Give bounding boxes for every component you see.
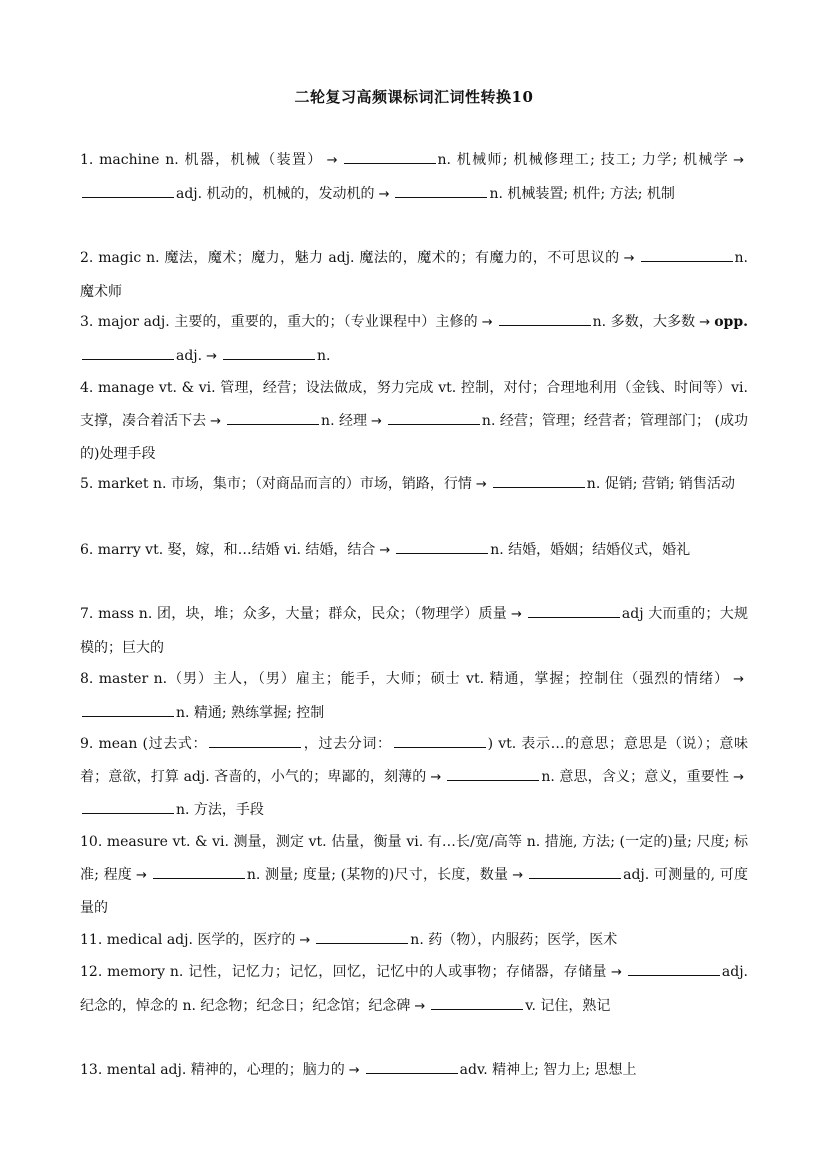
entry-text: 5. market n. 市场，集市；（对商品而言的）市场，销路，行情: [80, 476, 472, 492]
entry-text: 2. magic n. 魔法，魔术；魔力，魅力 adj. 魔法的，魔术的；有魔力的，不可思议的: [80, 250, 620, 266]
arrow-icon: →: [699, 315, 711, 330]
answer-blank[interactable]: [223, 345, 315, 360]
entry-text: n. 方法，手段: [176, 802, 264, 818]
entry-text: ，过去分词：: [303, 736, 392, 752]
arrow-icon: →: [136, 867, 147, 883]
vocab-entry: [80, 956, 748, 1023]
answer-blank[interactable]: [82, 702, 174, 717]
answer-blank[interactable]: [366, 1059, 458, 1074]
answer-blank[interactable]: [396, 539, 488, 554]
arrow-icon: →: [326, 153, 338, 168]
entry-text: 1. machine n. 机器，机械（装置）: [80, 152, 323, 168]
entry-text: n. 机械师; 机械修理工; 技工; 力学; 机械学: [437, 152, 730, 168]
answer-blank[interactable]: [344, 149, 436, 164]
entry-text: 3. major adj. 主要的，重要的，重大的；（专业课程中）主修的: [80, 314, 478, 330]
entry-text: n. 精通; 熟练掌握; 控制: [176, 704, 325, 721]
entry-text: n. 机械装置; 机件; 方法; 机制: [489, 185, 675, 202]
entry-text: 8. master n.（男）主人，（男）雇主；能手，大师；硕士 vt. 精通，掌握；控制住（强烈的情绪）: [80, 671, 730, 687]
answer-blank[interactable]: [316, 929, 408, 944]
answer-blank[interactable]: [493, 473, 585, 488]
entry-text: adv. 精神上; 智力上; 思想上: [459, 1062, 637, 1078]
vocab-entry: [80, 598, 748, 664]
answer-blank[interactable]: [628, 961, 720, 976]
entry-text: 12. memory n. 记性，记忆力；记忆，回忆，记忆中的人或事物；存储器，存储量: [80, 964, 607, 980]
answer-blank[interactable]: [528, 603, 620, 618]
entry-text: 7. mass n. 团，块，堆；众多，大量；群众，民众；（物理学）质量: [80, 606, 508, 622]
vocab-entry: [80, 144, 748, 211]
vocab-entry: [80, 534, 748, 568]
answer-blank[interactable]: [82, 799, 174, 814]
entry-text: 4. manage vt. & vi. 管理，经营；设法做成，努力完成 vt. 控制，对付；合理地利用（金钱、时间等）vi. 支撑，凑合着活下去: [80, 380, 748, 429]
answer-blank[interactable]: [394, 733, 486, 748]
entry-text: 6. marry vt. 娶，嫁，和…结婚 vi. 结婚，结合: [80, 542, 376, 558]
entry-text: adj. 纪念的，悼念的 n. 纪念物；纪念日；纪念馆；纪念碑: [80, 964, 748, 1014]
vocab-entry: [80, 663, 748, 729]
vocab-entry: [80, 372, 748, 471]
arrow-icon: →: [299, 933, 311, 948]
entry-text: adj. 机动的，机械的，发动机的: [176, 185, 375, 202]
arrow-icon: →: [414, 998, 426, 1014]
arrow-icon: →: [378, 186, 390, 202]
entry-text: n. 结婚，婚姻；结婚仪式，婚礼: [490, 542, 691, 558]
vocab-entry: [80, 468, 748, 502]
entry-text: n. 经理: [321, 412, 368, 429]
vocab-entry: [80, 1054, 748, 1088]
arrow-icon: →: [430, 769, 442, 785]
entry-text: n. 魔术师: [80, 250, 748, 300]
entry-text: n. 促销; 营销; 销售活动: [586, 476, 736, 492]
arrow-icon: →: [379, 543, 391, 558]
arrow-icon: →: [733, 769, 745, 785]
arrow-icon: →: [511, 607, 522, 622]
arrow-icon: →: [481, 315, 493, 330]
entry-text: ) vt. 表示…的意思；意思是（说）；意味着；意欲，打算 adj. 吝啬的，小气的；卑鄙的，刻薄的: [80, 736, 748, 785]
answer-blank[interactable]: [227, 410, 319, 425]
arrow-icon: →: [475, 477, 487, 492]
answer-blank[interactable]: [431, 995, 523, 1010]
answer-blank[interactable]: [395, 183, 487, 198]
entry-text: n. 多数，大多数: [592, 314, 696, 330]
entry-text: 11. medical adj. 医学的，医疗的: [80, 932, 296, 948]
antonym-label: opp.: [714, 314, 748, 330]
entry-text: 9. mean (过去式：: [80, 736, 208, 752]
entry-text: adj 大而重的；大规模的；巨大的: [80, 606, 748, 656]
entry-text: n. 经营；管理；经营者；管理部门； (成功的)处理手段: [80, 412, 749, 462]
arrow-icon: →: [206, 348, 218, 364]
answer-blank[interactable]: [153, 864, 245, 879]
arrow-icon: →: [610, 965, 622, 980]
entry-text: v. 记住，熟记: [525, 997, 611, 1014]
entry-text: n.: [317, 347, 331, 364]
entry-text: 10. measure vt. & vi. 测量，测定 vt. 估量，衡量 vi. 有…长/宽/高等 n. 措施, 方法; (一定的)量; 尺度; 标准; 程度: [80, 834, 748, 883]
vocab-entry: [80, 826, 748, 925]
entry-text: adj.: [176, 347, 203, 364]
arrow-icon: →: [733, 153, 744, 168]
entry-text: n. 意思，含义；意义，重要性: [541, 768, 730, 785]
entry-text: n. 测量; 度量; (某物的)尺寸，长度，数量: [246, 866, 509, 883]
entry-text: 13. mental adj. 精神的，心理的；脑力的: [80, 1062, 345, 1078]
answer-blank[interactable]: [388, 410, 480, 425]
entry-text: n. 药（物），内服药；医学，医术: [410, 932, 618, 948]
arrow-icon: →: [348, 1063, 360, 1078]
arrow-icon: →: [623, 251, 635, 266]
vocab-entry: [80, 924, 748, 958]
vocab-entry: [80, 242, 748, 308]
arrow-icon: →: [733, 672, 744, 687]
answer-blank[interactable]: [209, 733, 301, 748]
answer-blank[interactable]: [447, 766, 539, 781]
answer-blank[interactable]: [529, 864, 621, 879]
answer-blank[interactable]: [82, 183, 174, 198]
answer-blank[interactable]: [499, 311, 591, 326]
vocab-entry: [80, 306, 748, 373]
answer-blank[interactable]: [641, 247, 733, 262]
page-title: 二轮复习高频课标词汇词性转换10: [294, 88, 534, 106]
arrow-icon: →: [210, 413, 222, 429]
entry-text: adj. 可测量的, 可度量的: [80, 866, 748, 916]
arrow-icon: →: [371, 413, 382, 429]
vocab-entry: [80, 728, 748, 827]
answer-blank[interactable]: [82, 345, 174, 360]
arrow-icon: →: [512, 867, 524, 883]
